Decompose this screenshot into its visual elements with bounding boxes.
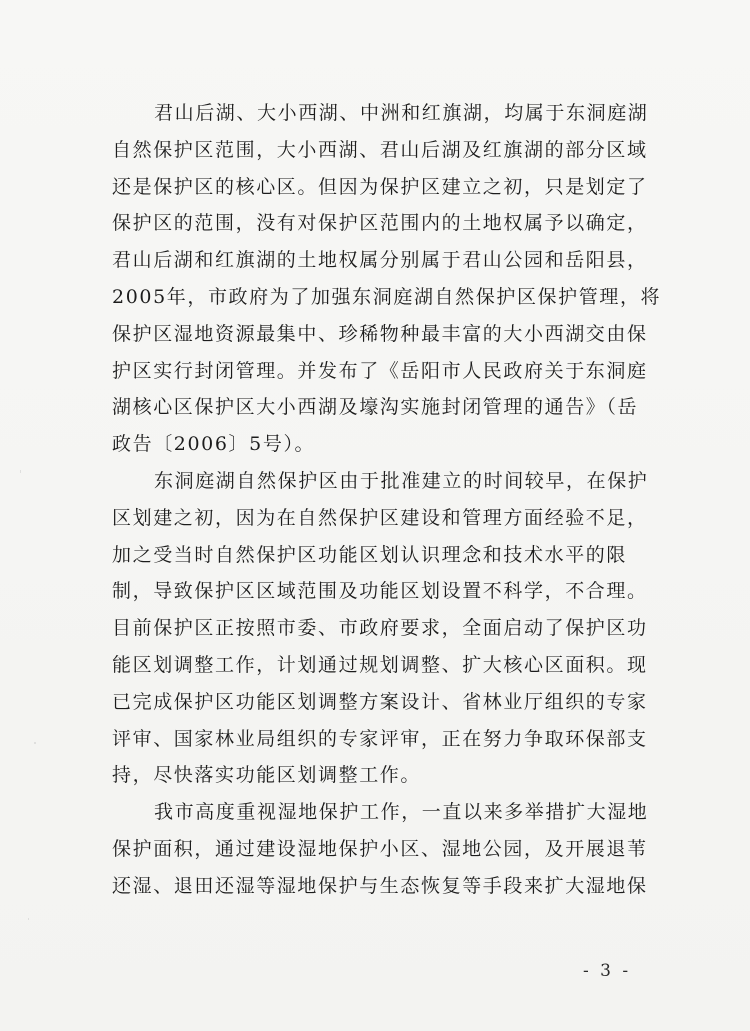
- text-line: 还是保护区的核心区。但因为保护区建立之初，只是划定了: [112, 175, 648, 198]
- scan-speck: [20, 470, 21, 473]
- text-line: 君山后湖和红旗湖的土地权属分别属于君山公园和岳阳县，: [112, 249, 648, 272]
- body-text: [112, 95, 662, 905]
- text-line: 护区实行封闭管理。并发布了《岳阳市人民政府关于东洞庭: [112, 359, 648, 382]
- scan-speck: [28, 918, 29, 920]
- text-line: 湖核心区保护区大小西湖及壕沟实施封闭管理的通告》（岳: [112, 396, 639, 419]
- text-line: 已完成保护区功能区划调整方案设计、省林业厅组织的专家: [112, 690, 648, 713]
- text-line: 制，导致保护区区域范围及功能区划设置不科学，不合理。: [112, 580, 648, 603]
- text-line: 能区划调整工作，计划通过规划调整、扩大核心区面积。现: [112, 653, 648, 676]
- paragraph-3: [112, 794, 649, 904]
- text-line: 2005年，市政府为了加强东洞庭湖自然保护区保护管理，将: [112, 285, 662, 308]
- text-line: 区划建之初，因为在自然保护区建设和管理方面经验不足，: [112, 506, 648, 529]
- text-line: 目前保护区正按照市委、市政府要求，全面启动了保护区功: [112, 617, 648, 640]
- text-line: 自然保护区范围，大小西湖、君山后湖及红旗湖的部分区域: [112, 138, 648, 161]
- text-line: 政告〔2006〕5号）。: [112, 433, 316, 456]
- text-line: 东洞庭湖自然保护区由于批准建立的时间较早，在保护: [154, 469, 649, 492]
- text-line: 君山后湖、大小西湖、中洲和红旗湖，均属于东洞庭湖: [154, 102, 649, 124]
- text-line: 保护区湿地资源最集中、珍稀物种最丰富的大小西湖交由保: [112, 322, 648, 345]
- text-line: 评审、国家林业局组织的专家评审，正在努力争取环保部支: [112, 727, 648, 750]
- text-line: 保护区的范围，没有对保护区范围内的土地权属予以确定，: [112, 212, 648, 235]
- text-line: 保护面积，通过建设湿地保护小区、湿地公园，及开展退苇: [112, 837, 648, 860]
- text-line: 我市高度重视湿地保护工作，一直以来多举措扩大湿地: [154, 801, 649, 824]
- paragraph-2: [112, 463, 649, 794]
- text-line: 持，尽快落实功能区划调整工作。: [112, 764, 422, 787]
- page-number: - 3 -: [583, 961, 632, 981]
- text-line: 还湿、退田还湿等湿地保护与生态恢复等手段来扩大湿地保: [112, 874, 648, 897]
- paragraph-1: [112, 95, 662, 463]
- text-line: 加之受当时自然保护区功能区划认识理念和技术水平的限: [112, 543, 628, 566]
- scan-speck: [34, 742, 36, 744]
